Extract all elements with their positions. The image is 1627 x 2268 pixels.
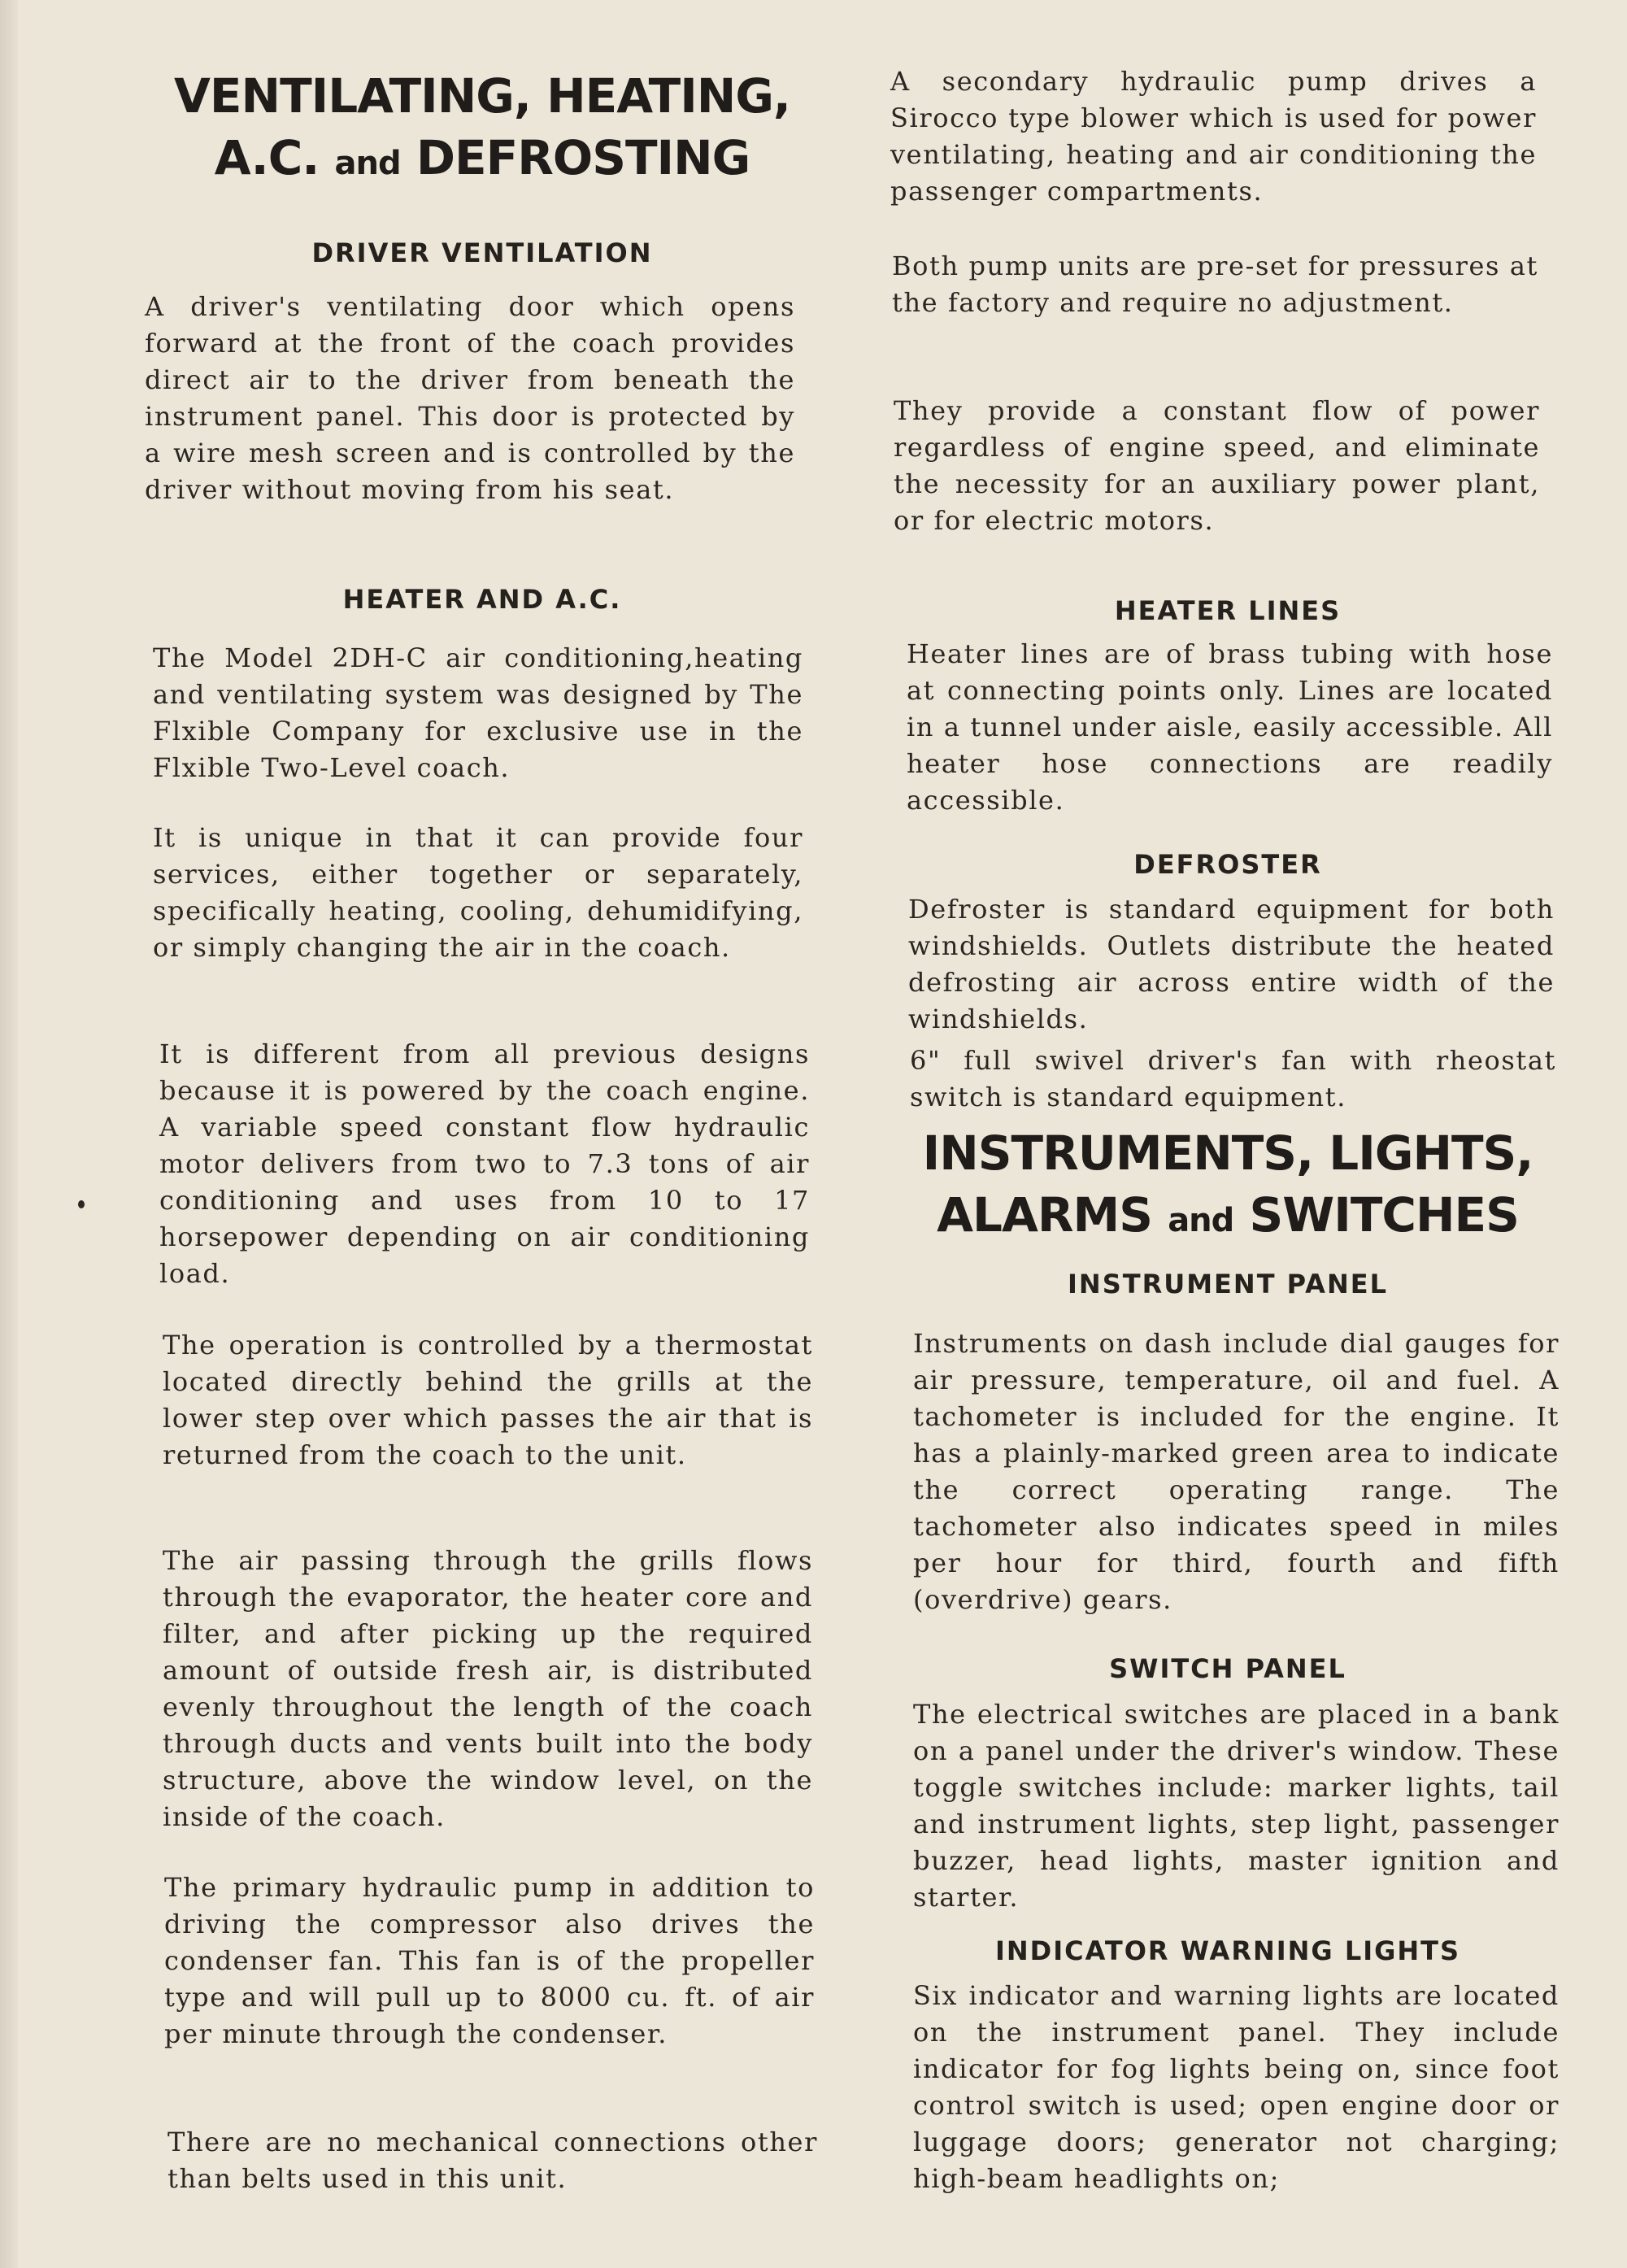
paragraph-pump-preset: Both pump units are pre-set for pressures at the factory and require no adjustment. [892, 250, 1538, 318]
heading-heater-lines: HEATER LINES [1114, 595, 1342, 626]
paragraph-defroster: Defroster is standard equipment for both windshields. Outlets distribute the heated defrosting air across entire width of the windshields. [908, 894, 1555, 1034]
title-line-2b: and [334, 145, 401, 182]
paragraph-heater-ac-7: There are no mechanical connections other than belts used in this unit. [167, 2127, 818, 2194]
heading-driver-ventilation: DRIVER VENTILATION [311, 237, 653, 268]
paragraph-heater-lines: Heater lines are of brass tubing with hose at connecting points only. Lines are located in a tunnel under aisle, easily accessible. All heater hose connections are readily accessible. [907, 638, 1553, 816]
paragraph-switch-panel: The electrical switches are placed in a bank on a panel under the driver's window. These toggle switches include: marker lights, tail and instrument lights, step light, passenger buzzer, head lights, master ignition and starter. [913, 1699, 1560, 1913]
title2-line-2c: SWITCHES [1249, 1187, 1519, 1243]
title2-line-2b: and [1168, 1202, 1234, 1239]
heading-heater-ac: HEATER AND A.C. [342, 584, 622, 615]
stray-mark [78, 1200, 85, 1208]
paragraph-heater-ac-4: The operation is controlled by a thermostat located directly behind the grills at the lower step over which passes the air that is returned from the coach to the unit. [163, 1330, 813, 1470]
paragraph-driver-ventilation: A driver's ventilating door which opens forward at the front of the coach provides direct air to the driver from beneath the instrument panel. This door is protected by a wire mesh screen and is controlled by the driver without moving from his seat. [145, 291, 795, 505]
section-title-instruments [890, 1122, 1565, 1252]
paragraph-heater-ac-5: The air passing through the grills flows through the evaporator, the heater core and filter, and after picking up the required amount of outside fresh air, is distributed evenly throughout the length of the coach through ducts and vents built into the body structure, above the window level, on the inside of the coach. [163, 1545, 813, 1832]
section-title-ventilating [145, 65, 820, 194]
heading-instrument-panel: INSTRUMENT PANEL [1068, 1269, 1388, 1299]
heading-switch-panel: SWITCH PANEL [1109, 1653, 1346, 1684]
paragraph-heater-ac-3: It is different from all previous designs because it is powered by the coach engine. A variable speed constant flow hydraulic motor delivers from two to 7.3 tons of air conditioning and uses from 10 to 17 horsepower depending on air conditioning load. [159, 1038, 810, 1289]
heading-indicator-warning-lights: INDICATOR WARNING LIGHTS [994, 1935, 1461, 1966]
page-edge [0, 0, 18, 2268]
title-line-2a: A.C. [214, 130, 320, 185]
paragraph-driver-fan: 6" full swivel driver's fan with rheostat switch is standard equipment. [910, 1045, 1556, 1112]
paragraph-heater-ac-2: It is unique in that it can provide four services, either together or separately, specifically heating, cooling, dehumidifying, or simply changing the air in the coach. [153, 822, 803, 963]
title-line-1: VENTILATING, HEATING, [174, 68, 790, 124]
heading-defroster: DEFROSTER [1133, 849, 1322, 880]
paragraph-constant-flow: They provide a constant flow of power regardless of engine speed, and eliminate the necessity for an auxiliary power plant, or for electric motors. [894, 395, 1540, 536]
title2-line-1: INSTRUMENTS, LIGHTS, [922, 1125, 1533, 1181]
paragraph-instrument-panel: Instruments on dash include dial gauges for air pressure, temperature, oil and fuel. A tachometer is included for the engine. It has a plainly-marked green area to indicate the correct operating range. The tachometer also indicates speed in miles per hour for third, fourth and fifth (overdrive) gears. [913, 1328, 1560, 1615]
paragraph-indicator-warning-lights: Six indicator and warning lights are located on the instrument panel. They include indicator for fog lights being on, since foot control switch is used; open engine door or luggage doors; generator not charging; high-beam headlights on; [913, 1980, 1560, 2194]
paragraph-secondary-pump: A secondary hydraulic pump drives a Sirocco type blower which is used for power ventilating, heating and air conditioning the passenger compartments. [890, 66, 1537, 207]
paragraph-heater-ac-6: The primary hydraulic pump in addition to driving the compressor also drives the condenser fan. This fan is of the propeller type and will pull up to 8000 cu. ft. of air per minute through the condenser. [164, 1872, 815, 2049]
paragraph-heater-ac-1: The Model 2DH-C air conditioning,heating and ventilating system was designed by The Flxible Company for exclusive use in the Flxible Two-Level coach. [153, 642, 803, 783]
title-line-2c: DEFROSTING [415, 130, 750, 185]
title2-line-2a: ALARMS [937, 1187, 1152, 1243]
